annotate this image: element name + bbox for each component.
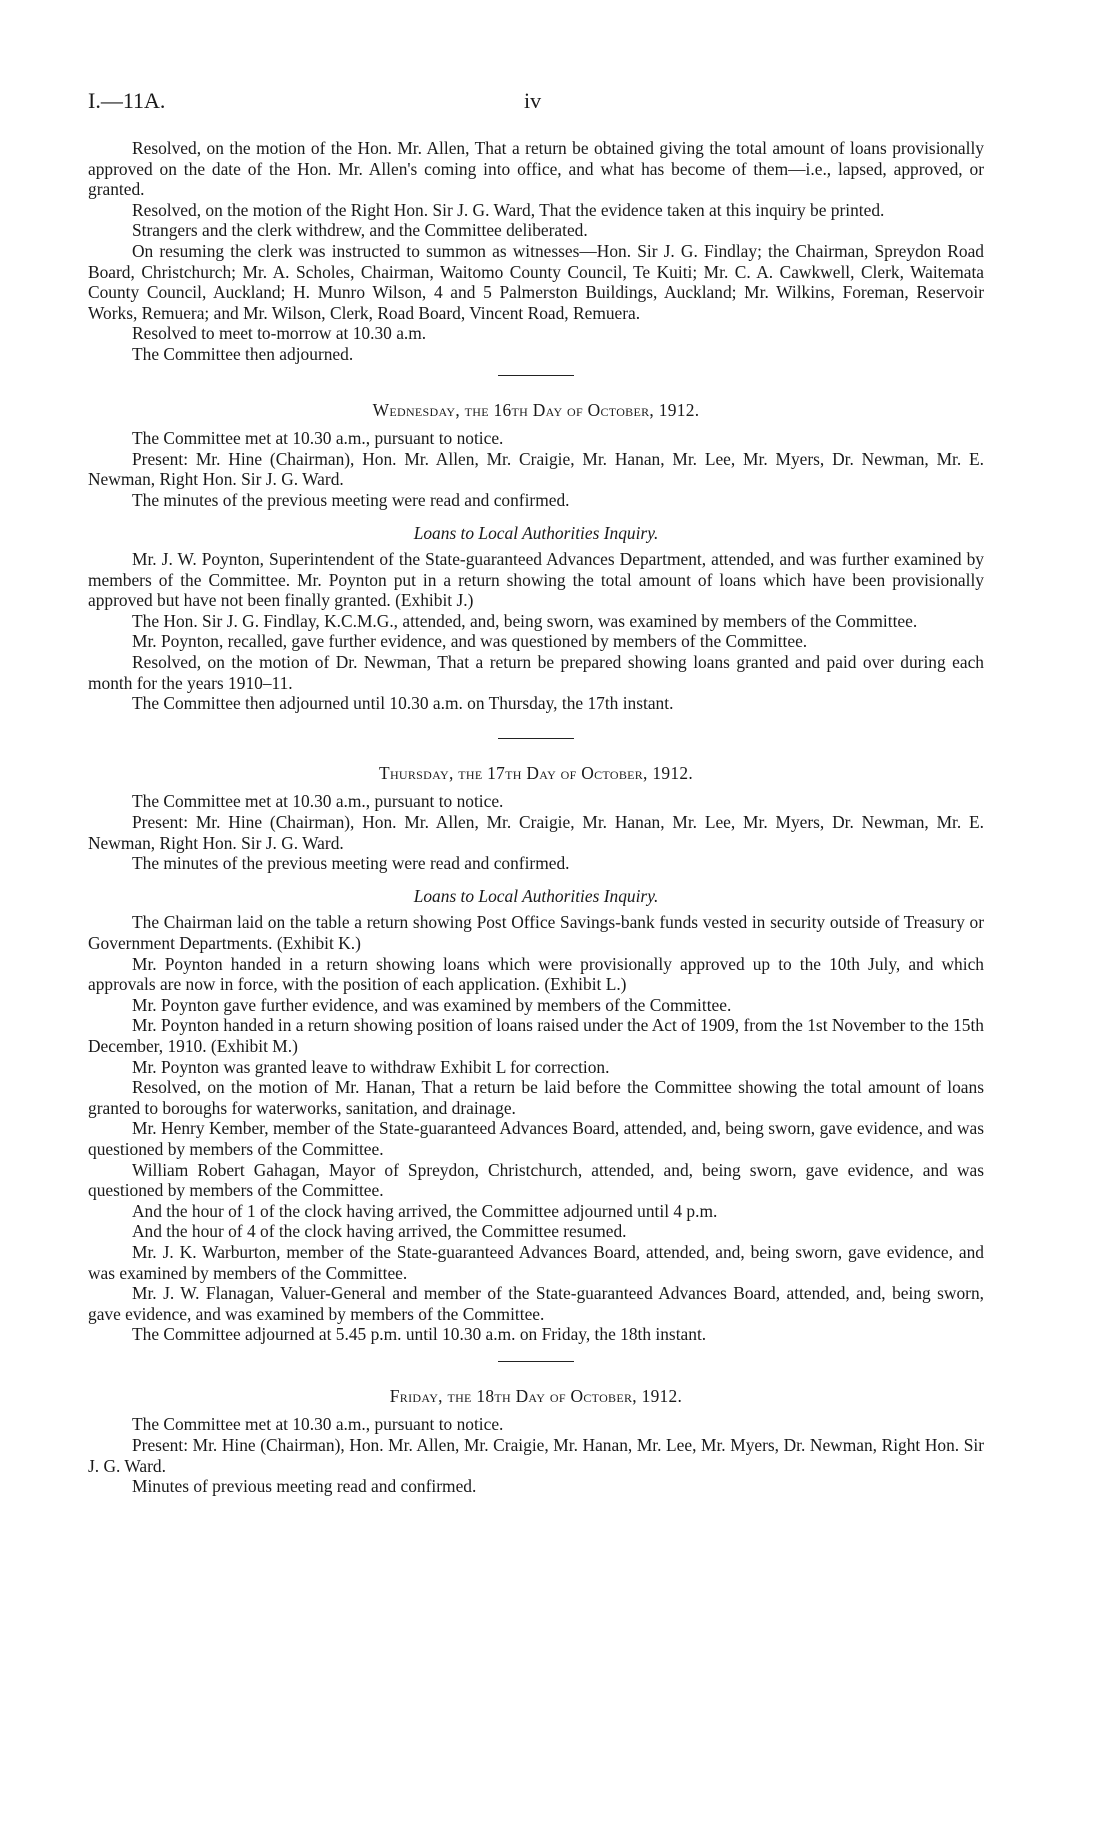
inquiry-subheading: Loans to Local Authorities Inquiry. xyxy=(413,885,659,906)
paragraph: William Robert Gahagan, Mayor of Spreydon, Christchurch, attended, and, being sworn, gave evidence, and was questioned by members of the Committee. xyxy=(88,1159,984,1201)
section-heading: Thursday, the 17th Day of October, 1912. xyxy=(379,762,693,783)
paragraph: Mr. J. W. Poynton, Superintendent of the State-guaranteed Advances Department, attended, and was further examined by members of the Committee. Mr. Poynton put in a return showing the total amount of loans which have been provisionally approved but have not been finally granted. (Exhibit J.) xyxy=(88,549,984,611)
paragraph: And the hour of 4 of the clock having arrived, the Committee resumed. xyxy=(132,1221,627,1242)
paragraph: The Hon. Sir J. G. Findlay, K.C.M.G., attended, and, being sworn, was examined by members of the Committee. xyxy=(132,610,918,631)
paragraph: And the hour of 1 of the clock having arrived, the Committee adjourned until 4 p.m. xyxy=(132,1200,718,1221)
paragraph: Mr. Poynton, recalled, gave further evidence, and was questioned by members of the Committee. xyxy=(132,631,808,652)
paragraph: Resolved, on the motion of Mr. Hanan, That a return be laid before the Committee showing the total amount of loans granted to boroughs for waterworks, sanitation, and drainage. xyxy=(88,1077,984,1118)
paragraph: Present: Mr. Hine (Chairman), Hon. Mr. Allen, Mr. Craigie, Mr. Hanan, Mr. Lee, Mr. Myers, Dr. Newman, Mr. E. Newman, Right Hon. Sir J. G. Ward. xyxy=(88,448,984,490)
section-divider xyxy=(498,738,574,739)
paragraph: Resolved to meet to-morrow at 10.30 a.m. xyxy=(132,323,427,344)
paragraph: Mr. Poynton gave further evidence, and was examined by members of the Committee. xyxy=(132,994,732,1015)
paragraph: Present: Mr. Hine (Chairman), Hon. Mr. Allen, Mr. Craigie, Mr. Hanan, Mr. Lee, Mr. Myers, Dr. Newman, Mr. E. Newman, Right Hon. Sir J. G. Ward. xyxy=(88,812,984,853)
document-body xyxy=(88,138,984,1497)
paragraph: Mr. J. W. Flanagan, Valuer-General and member of the State-guaranteed Advances Board, attended, and, being sworn, gave evidence, and was examined by members of the Committee. xyxy=(88,1283,984,1324)
paragraph: Present: Mr. Hine (Chairman), Hon. Mr. Allen, Mr. Craigie, Mr. Hanan, Mr. Lee, Mr. Myers, Dr. Newman, Right Hon. Sir J. G. Ward. xyxy=(88,1435,984,1476)
paragraph: The minutes of the previous meeting were read and confirmed. xyxy=(132,853,570,874)
page-number: iv xyxy=(524,88,542,113)
paragraph: The Committee then adjourned. xyxy=(132,343,354,364)
paragraph: The Committee then adjourned until 10.30 a.m. on Thursday, the 17th instant. xyxy=(132,693,674,714)
paragraph: Mr. Poynton handed in a return showing loans which were provisionally approved up to the 10th July, and which approvals are now in force, with the position of each application. (Exhibit L.) xyxy=(88,953,984,995)
paragraph: Mr. Henry Kember, member of the State-guaranteed Advances Board, attended, and, being sworn, gave evidence, and was questioned by members of the Committee. xyxy=(88,1118,984,1159)
inquiry-subheading: Loans to Local Authorities Inquiry. xyxy=(413,522,659,543)
paragraph: Resolved, on the motion of the Right Hon. Sir J. G. Ward, That the evidence taken at this inquiry be printed. xyxy=(132,199,885,220)
paragraph: The Committee met at 10.30 a.m., pursuant to notice. xyxy=(132,1414,504,1435)
paragraph: Strangers and the clerk withdrew, and the Committee deliberated. xyxy=(132,220,588,241)
paragraph: Minutes of previous meeting read and confirmed. xyxy=(132,1476,477,1497)
document-reference: I.—11A. xyxy=(88,88,166,113)
paragraph: The minutes of the previous meeting were read and confirmed. xyxy=(132,489,570,510)
paragraph: The Committee met at 10.30 a.m., pursuant to notice. xyxy=(132,791,504,812)
paragraph: The Committee met at 10.30 a.m., pursuant to notice. xyxy=(132,428,504,449)
paragraph: The Committee adjourned at 5.45 p.m. until 10.30 a.m. on Friday, the 18th instant. xyxy=(132,1324,707,1345)
section-divider xyxy=(498,1361,574,1362)
page-header xyxy=(88,88,988,118)
paragraph: The Chairman laid on the table a return showing Post Office Savings-bank funds vested in security outside of Treasury or Government Departments. (Exhibit K.) xyxy=(88,912,984,953)
paragraph: Mr. Poynton was granted leave to withdraw Exhibit L for correction. xyxy=(132,1056,610,1077)
section-divider xyxy=(498,375,574,376)
paragraph: Resolved, on the motion of the Hon. Mr. Allen, That a return be obtained giving the total amount of loans provisionally approved on the date of the Hon. Mr. Allen's coming into office, and what has become of them—i.e., lapsed, approved, or granted. xyxy=(88,138,984,200)
paragraph: Mr. Poynton handed in a return showing position of loans raised under the Act of 1909, from the 1st November to the 15th December, 1910. (Exhibit M.) xyxy=(88,1015,985,1056)
section-heading: Wednesday, the 16th Day of October, 1912. xyxy=(372,399,700,420)
paragraph: On resuming the clerk was instructed to summon as witnesses—Hon. Sir J. G. Findlay; the Chairman, Spreydon Road Board, Christchurch; Mr. A. Scholes, Chairman, Waitomo County Council, Te Kuiti; Mr. C. A. Cawkwell, Clerk, Waitemata County Council, Auckland; H. Munro Wilson, 4 and 5 Palmerston Buildings, Auckland; Mr. Wilkins, Foreman, Reservoir Works, Remuera; and Mr. Wilson, Clerk, Road Board, Vincent Road, Remuera. xyxy=(88,240,984,323)
paragraph: Resolved, on the motion of Dr. Newman, That a return be prepared showing loans granted and paid over during each month for the years 1910–11. xyxy=(88,652,984,693)
paragraph: Mr. J. K. Warburton, member of the State-guaranteed Advances Board, attended, and, being sworn, gave evidence, and was examined by members of the Committee. xyxy=(88,1241,984,1283)
section-heading: Friday, the 18th Day of October, 1912. xyxy=(389,1385,683,1406)
